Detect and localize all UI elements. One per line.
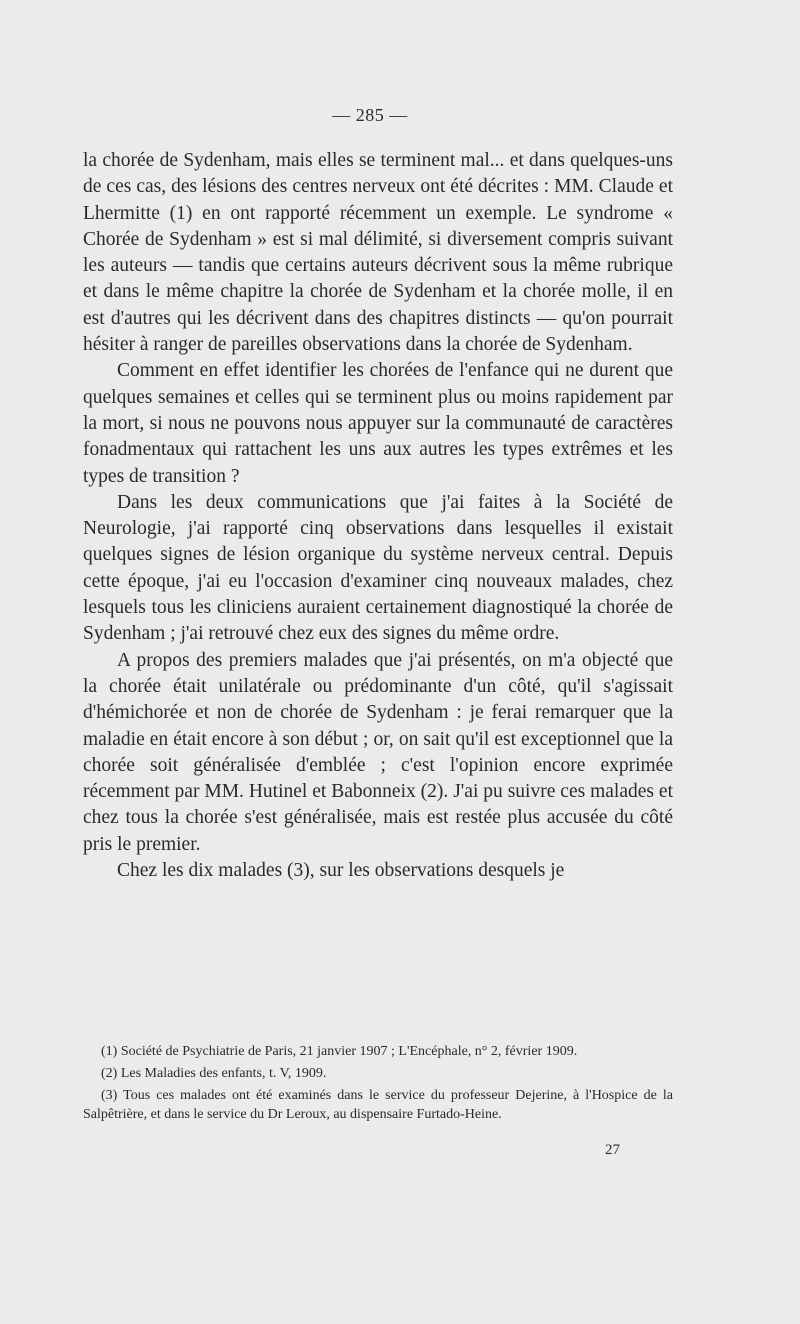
footnote: (2) Les Maladies des enfants, t. V, 1909. [101,1066,327,1081]
paragraph: la chorée de Sydenham, mais elles se terminent mal... et dans quelques-uns de ces cas, des lésions des centres nerveux ont été décrites : MM. Claude et Lhermitte (1) en ont rapporté récemment un exemple. Le syndrome « Chorée de Sydenham » est si mal délimité, si diversement compris suivant les auteurs — tandis que certains auteurs décrivent sous la même rubrique et dans le même chapitre la chorée de Sydenham et la chorée molle, il en est d'autres qui les décrivent dans des chapitres distincts — qu'on pourrait hésiter à ranger de pareilles observations dans la chorée de Sydenham. [83,150,673,356]
page-number: — 285 — [332,105,408,125]
footnote: (1) Société de Psychiatrie de Paris, 21 janvier 1907 ; L'Encéphale, n° 2, février 1909. [101,1044,578,1059]
footnote: (3) Tous ces malades ont été examinés dans le service du professeur Dejerine, à l'Hospice de la Salpêtrière, et dans le service du Dr Leroux, au dispensaire Furtado-Heine. [83,1088,673,1122]
paragraph: Chez les dix malades (3), sur les observations desquels je [117,860,565,882]
signature-mark: 27 [605,1142,620,1158]
footnotes [83,1042,673,1127]
paragraph: A propos des premiers malades que j'ai présentés, on m'a objecté que la chorée était unilatérale ou prédominante d'un côté, qu'il s'agissait d'hémichorée et non de chorée de Sydenham : je ferai remarquer que la maladie en était encore à son début ; or, on sait qu'il est exceptionnel que la chorée soit généralisée d'emblée ; c'est l'opinion encore exprimée récemment par MM. Hutinel et Babonneix (2). J'ai pu suivre ces malades et chez tous la chorée s'est généralisée, mais est restée plus accusée du côté pris le premier. [83,649,673,855]
paragraph: Comment en effet identifier les chorées de l'enfance qui ne durent que quelques semaines et celles qui se terminent plus ou moins rapidement par la mort, si nous ne pouvons nous appuyer sur la communauté de caractères fonadmentaux qui rattachent les uns aux autres les types extrêmes et les types de transition ? [83,360,673,487]
paragraph: Dans les deux communications que j'ai faites à la Société de Neurologie, j'ai rapporté cinq observations dans lesquelles il existait quelques signes de lésion organique du système nerveux central. Depuis cette époque, j'ai eu l'occasion d'examiner cinq nouveaux malades, chez lesquels tous les cliniciens auraient certainement diagnostiqué la chorée de Sydenham ; j'ai retrouvé chez eux des signes du même ordre. [83,491,673,645]
main-text [83,148,673,884]
